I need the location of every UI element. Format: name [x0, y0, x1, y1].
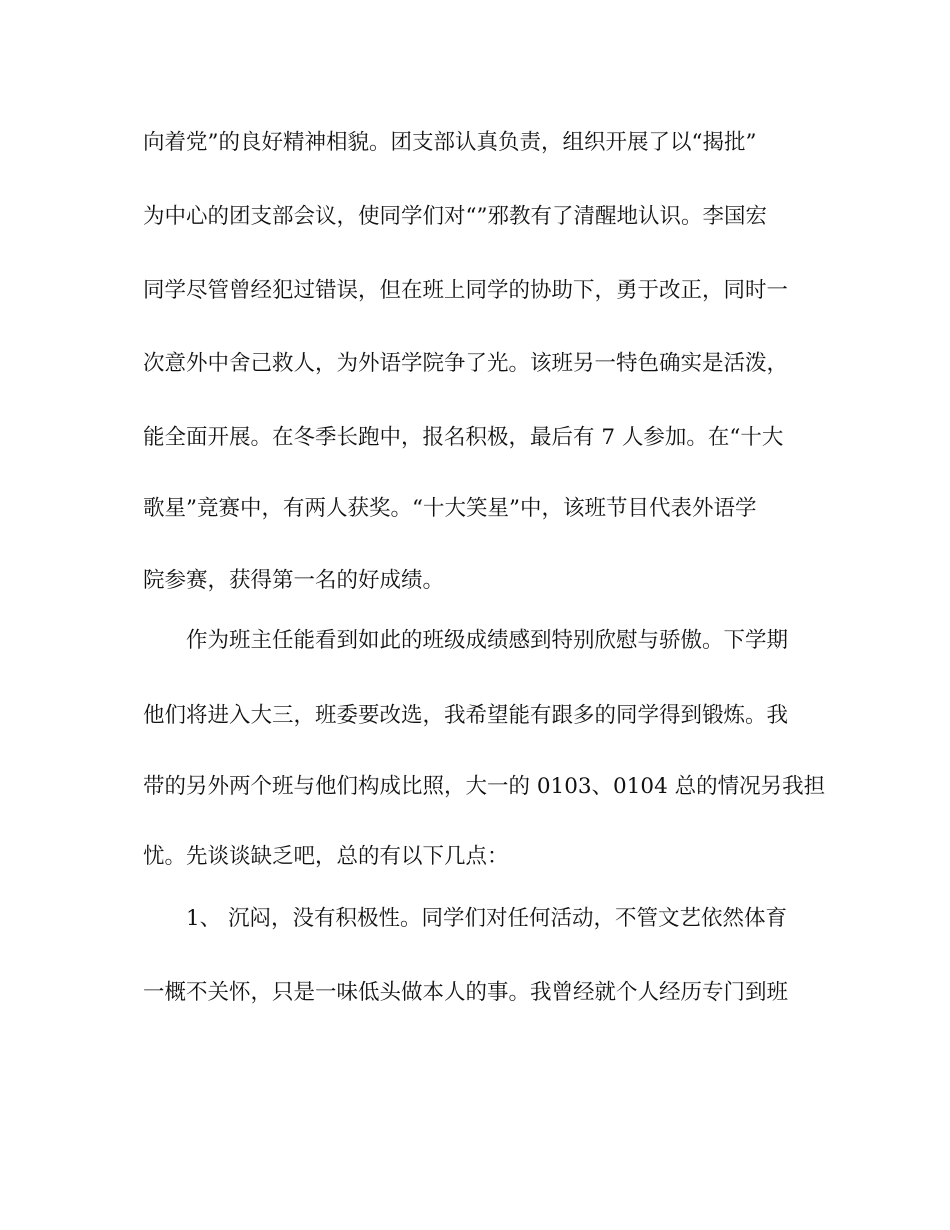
list-item-first-line: 1、 沉闷，没有积极性。同学们对任何活动，不管文艺依然体育 [186, 906, 788, 931]
text-line: 为中心的团支部会议，使同学们对“”邪教有了清醒地认识。李国宏 [143, 204, 767, 229]
text-line: 能全面开展。在冬季长跑中，报名积极，最后有 7 人参加。在“十大 [143, 425, 784, 450]
text-line: 向着党”的良好精神相貌。团支部认真负责，组织开展了以“揭批” [143, 130, 757, 155]
text-line: 带的另外两个班与他们构成比照，大一的 0103、0104 总的情况另我担 [143, 774, 826, 799]
text-line: 忧。先谈谈缺乏吧，总的有以下几点： [143, 844, 509, 869]
text-line: 次意外中舍己救人，为外语学院争了光。该班另一特色确实是活泼， [143, 351, 789, 376]
text-line: 院参赛，获得第一名的好成绩。 [143, 568, 445, 593]
text-line: 一概不关怀，只是一味低头做本人的事。我曾经就个人经历专门到班 [143, 980, 789, 1005]
paragraph-first-line: 作为班主任能看到如此的班级成绩感到特别欣慰与骄傲。下学期 [186, 628, 789, 653]
text-line: 歌星”竞赛中，有两人获奖。“十大笑星”中，该班节目代表外语学 [143, 496, 757, 521]
text-line: 同学尽管曾经犯过错误，但在班上同学的协助下，勇于改正，同时一 [143, 278, 789, 303]
text-line: 他们将进入大三，班委要改选，我希望能有跟多的同学得到锻炼。我 [143, 703, 789, 728]
